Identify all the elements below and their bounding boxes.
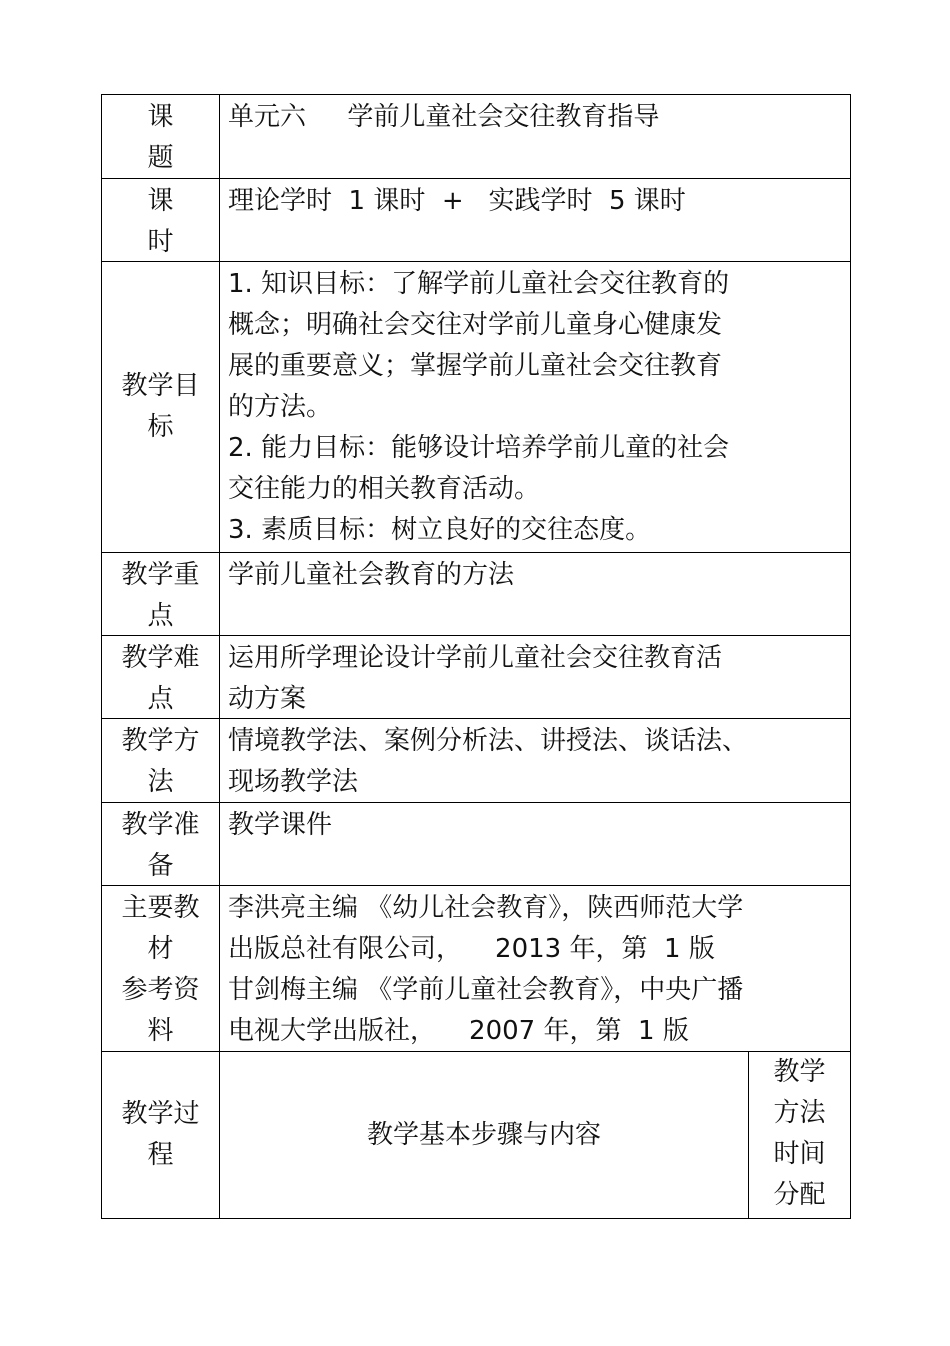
row-content: 运用所学理论设计学前儿童社会交往教育活 动方案 (228, 643, 723, 714)
row-topic (102, 95, 851, 179)
row-objectives (102, 262, 851, 553)
row-key-point (102, 553, 851, 636)
row-references (102, 886, 851, 1052)
row-label: 课 时 (102, 179, 220, 261)
row-difficulty (102, 636, 851, 719)
lesson-plan-table (101, 94, 851, 1219)
row-label: 教学方 法 (102, 719, 220, 802)
row-label: 教学目 标 (102, 262, 220, 552)
row-methods (102, 719, 851, 803)
row-preparation (102, 803, 851, 886)
row-content: 学前儿童社会教育的方法 (228, 560, 515, 590)
row-content: 教学课件 (228, 810, 333, 840)
row-label: 教学准 备 (102, 803, 220, 885)
row-label: 教学重 点 (102, 553, 220, 635)
process-content: 教学基本步骤与内容 (366, 1119, 601, 1150)
row-content: 情境教学法、案例分析法、讲授法、谈话法、 现场教学法 (228, 726, 749, 797)
row-label: 主要教 材 参考资 料 (102, 886, 220, 1051)
row-content: 1. 知识目标：了解学前儿童社会交往教育的 概念；明确社会交往对学前儿童身心健康发 展的重要意义；掌握学前儿童社会交往教育 的方法。 2. 能力目标：能够设计培养学前儿童的社会 交往能力的相关教育活动。 3. 素质目标：树立良好的交往态度。 (228, 269, 730, 545)
row-label: 教学过 程 (102, 1052, 220, 1218)
row-content: 单元六 学前儿童社会交往教育指导 (228, 102, 660, 132)
row-hours (102, 179, 851, 262)
row-process (102, 1052, 851, 1219)
process-method-column: 教学 方法 时间 分配 (748, 1052, 850, 1218)
row-label: 教学难 点 (102, 636, 220, 718)
row-content: 李洪亮主编 《幼儿社会教育》，陕西师范大学 出版总社有限公司， 2013 年，第 1 版 甘剑梅主编 《学前儿童社会教育》，中央广播 电视大学出版社， 2007 年，第 1 版 (228, 893, 744, 1046)
row-content: 理论学时 1 课时 + 实践学时 5 课时 (228, 186, 686, 216)
row-label: 课 题 (102, 95, 220, 178)
